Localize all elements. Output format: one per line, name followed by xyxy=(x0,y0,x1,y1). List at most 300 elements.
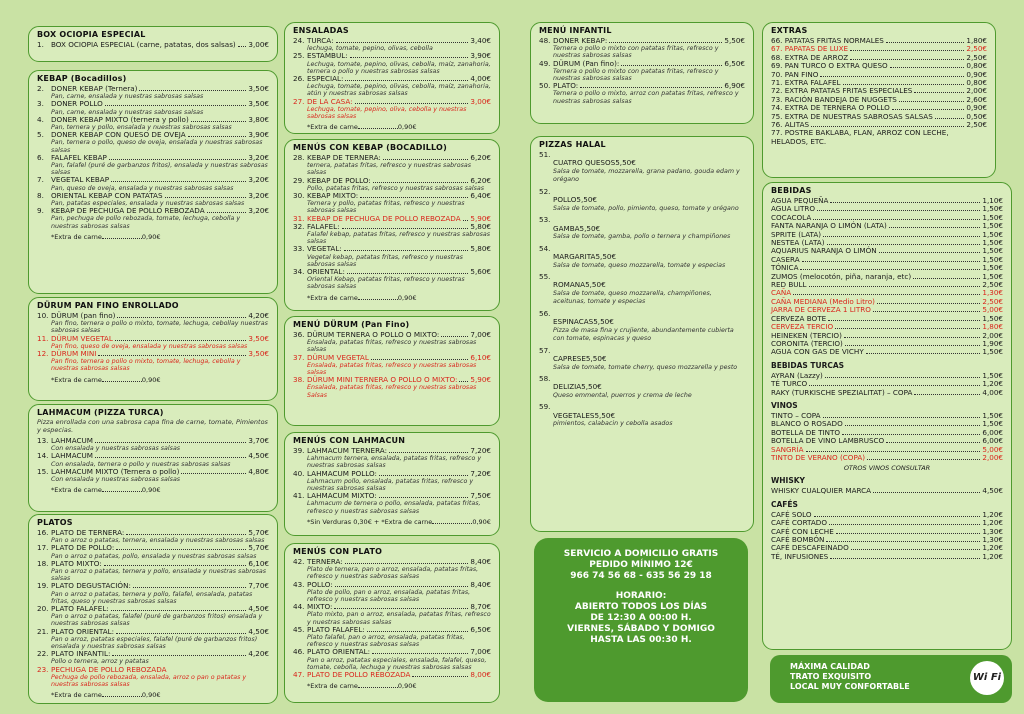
drink-price: 1,30€ xyxy=(982,288,1003,298)
item-number: 24. xyxy=(293,36,305,45)
item-number: 37. xyxy=(293,352,305,362)
drink-price: 1,20€ xyxy=(982,509,1003,519)
menu-item xyxy=(293,581,491,604)
item-number: 14. xyxy=(37,451,49,461)
item-number: 10. xyxy=(37,311,49,320)
dot-leader xyxy=(102,381,142,382)
item-description: Pan, carne, ensalada y nuestras sabrosas salsas xyxy=(51,93,204,101)
item-name: POLLO: xyxy=(307,579,333,589)
subsection-title: BEBIDAS TURCAS xyxy=(771,360,845,370)
item-description: Pan, patatas especiales, ensalada y nuestras sabrosas salsas xyxy=(51,200,245,208)
dot-leader xyxy=(371,359,469,360)
dot-leader xyxy=(188,136,247,137)
item-number: 42. xyxy=(293,557,305,566)
item-number: 43. xyxy=(293,579,305,589)
drink-item xyxy=(771,487,1003,495)
item-description: Pan, ternera o pollo, queso de oveja, ensalada y nuestras sabrosas salsas xyxy=(51,139,263,154)
dot-leader xyxy=(181,473,246,474)
menu-item xyxy=(37,41,269,49)
item-number: 41. xyxy=(293,491,305,501)
item-description: Pan o arroz o patatas, ternera, ensalada y nuestras sabrosas salsas xyxy=(51,537,265,545)
item-number: 20. xyxy=(37,604,49,614)
pizza-name: CAPRESE xyxy=(553,354,586,364)
pizza-item xyxy=(539,245,745,270)
horario-line-3: VIERNES, SÁBADO Y DOMIGO xyxy=(567,624,715,634)
menu-item xyxy=(37,131,269,154)
dot-leader xyxy=(827,244,981,245)
item-name: KEBAP DE TERNERA: xyxy=(307,153,381,162)
menu-item xyxy=(37,628,269,651)
drink-item xyxy=(771,553,1003,561)
dot-leader xyxy=(116,633,246,634)
dot-leader xyxy=(112,655,246,656)
item-number: 6. xyxy=(37,152,44,162)
dot-leader xyxy=(867,459,980,460)
menu-item-row xyxy=(37,335,269,343)
item-number: 23. xyxy=(37,664,49,674)
item-number: 39. xyxy=(293,446,305,455)
drink-price: 1,50€ xyxy=(982,229,1003,239)
drink-item xyxy=(771,256,1003,264)
drink-name: 66. PATATAS FRITAS NORMALES xyxy=(771,36,884,45)
section-platos xyxy=(28,514,278,704)
quality-line-2: TRATO EXQUISITO xyxy=(790,672,872,681)
item-price: 7,20€ xyxy=(470,446,491,455)
drink-price: 1,50€ xyxy=(982,246,1003,256)
pizza-number: 56. xyxy=(539,308,551,318)
dot-leader xyxy=(814,516,981,517)
dot-leader xyxy=(889,227,981,228)
dot-leader xyxy=(379,497,469,498)
pizza-item xyxy=(539,310,745,344)
item-number: 29. xyxy=(293,175,305,185)
item-description: Pan o arroz, patatas especiales, falafel (puré de garbanzos fritos) ensalada y nuestras sabrosas salsas xyxy=(51,635,258,651)
pizza-description: Salsa de tomate, queso mozzarella, tomate y especias xyxy=(553,261,726,269)
dot-leader xyxy=(102,238,142,239)
drink-price: 1,50€ xyxy=(982,238,1003,248)
item-price: 4,80€ xyxy=(248,466,269,476)
item-name: KEBAP DE PECHUGA DE POLLO REBOZADA xyxy=(51,206,205,216)
dot-leader xyxy=(389,452,468,453)
item-price: 3,20€ xyxy=(248,175,269,185)
menu-item xyxy=(293,52,491,75)
item-number: 8. xyxy=(37,190,44,200)
item-name: PLATO DE POLLO: xyxy=(51,543,115,553)
dot-leader xyxy=(109,159,247,160)
item-price: 8,00€ xyxy=(470,670,491,680)
dot-leader xyxy=(845,425,981,426)
dot-leader xyxy=(842,434,980,435)
dot-leader xyxy=(823,417,981,418)
item-name: PLATO FALAFEL: xyxy=(307,624,365,634)
drink-name: WHISKY CUALQUIER MARCA xyxy=(771,486,872,496)
section-title: LAHMACUM (PIZZA TURCA) xyxy=(37,408,164,417)
item-description: Pechuga de pollo rebozada, ensalada, arroz o pan o patatas y nuestras sabrosas salsas xyxy=(51,673,247,689)
item-name: DÜRUM MINI TERNERA O POLLO O MIXTO: xyxy=(307,375,458,385)
item-number: 1. xyxy=(37,40,44,49)
dot-leader xyxy=(345,563,469,564)
menu-item-row xyxy=(293,223,491,231)
section-lahmacum xyxy=(28,404,278,512)
section-menu-infantil xyxy=(530,22,754,124)
extra-note xyxy=(37,376,269,384)
dot-leader xyxy=(126,534,246,535)
item-description: Pollo, patatas fritas, refresco y nuestras sabrosas salsas xyxy=(307,184,485,192)
drink-price: 2,60€ xyxy=(966,94,987,104)
item-number: 11. xyxy=(37,333,49,343)
menu-item xyxy=(539,37,745,60)
menu-item-row xyxy=(37,582,269,590)
item-price: 5,70€ xyxy=(248,543,269,553)
drink-name: FANTA NARANJA O LIMÓN (LATA) xyxy=(771,221,887,231)
item-name: DONER KEBAP CON QUESO DE OVEJA xyxy=(51,130,186,140)
menu-item xyxy=(293,492,491,515)
drink-name: BOTELLA DE TINTO xyxy=(771,427,841,437)
dot-leader xyxy=(851,549,981,550)
dot-leader xyxy=(820,76,964,77)
item-price: 5,50€ xyxy=(724,36,745,45)
drink-price: 1,20€ xyxy=(982,518,1003,528)
subsection-title: WHISKY xyxy=(771,476,805,486)
quality-line-3: LOCAL MUY CONFORTABLE xyxy=(790,682,910,691)
pizza-price: 5,50€ xyxy=(585,280,606,290)
item-price: 3,20€ xyxy=(248,206,269,216)
item-price: 3,00€ xyxy=(470,96,491,106)
item-number: 12. xyxy=(37,349,49,359)
drink-name: NESTEA (LATA) xyxy=(771,238,825,248)
menu-item xyxy=(37,605,269,628)
dot-leader xyxy=(350,57,469,58)
menu-item xyxy=(293,626,491,649)
menu-item-row xyxy=(293,648,491,656)
dot-leader xyxy=(207,212,247,213)
drink-item xyxy=(771,389,1003,397)
dot-leader xyxy=(843,84,965,85)
item-number: 33. xyxy=(293,244,305,254)
item-description: Pan fino, queso de oveja, ensalada y nuestras sabrosas salsas xyxy=(51,342,248,350)
menu-item-row xyxy=(37,468,269,476)
drink-price: 2,00€ xyxy=(966,86,987,96)
drink-price: 1,50€ xyxy=(982,204,1003,214)
item-number: 7. xyxy=(37,175,44,185)
item-description: Lahmacum ternera, ensalada, patatas fritas, refresco y nuestras sabrosas salsas xyxy=(307,455,482,470)
menu-item-row xyxy=(293,98,491,106)
pizza-description: Salsa de tomate, pollo, pimiento, queso, tomate y orégano xyxy=(553,204,739,212)
drink-price: 1,50€ xyxy=(982,254,1003,264)
drink-name: BOTELLA DE VINO LAMBRUSCO xyxy=(771,436,885,446)
section-durum xyxy=(28,297,278,401)
section-bebidas xyxy=(762,182,1012,650)
menu-item xyxy=(293,331,491,354)
dot-leader xyxy=(913,278,980,279)
section-menu-durum xyxy=(284,316,500,426)
drink-price: 2,50€ xyxy=(982,296,1003,306)
drink-name: 75. EXTRA DE NUESTRAS SABROSAS SALSAS xyxy=(771,111,933,121)
item-number: 38. xyxy=(293,375,305,385)
menu-item xyxy=(539,82,745,105)
menu-item xyxy=(293,558,491,581)
extra-note-label: *Extra de carne xyxy=(51,486,102,495)
item-name: DÜRUM VEGETAL xyxy=(51,333,113,343)
extra-note-price: 0,90€ xyxy=(472,517,491,526)
item-description: Plato mixto, pan o arroz, ensalada, patatas fritas, refresco y nuestras sabrosas salsas xyxy=(307,611,491,626)
extra-note xyxy=(293,123,491,131)
dot-leader xyxy=(892,109,965,110)
item-description: Ternera o pollo o mixto, arroz con patatas fritas, refresco y nuestras sabrosas salsas xyxy=(553,90,739,105)
drink-price: 1,30€ xyxy=(982,526,1003,536)
pizza-number: 55. xyxy=(539,272,551,282)
item-description: Plato falafel, pan o arroz, ensalada, patatas fritas, refresco y nuestras sabrosas salsas xyxy=(307,634,465,649)
item-name: KEBAP DE POLLO: xyxy=(307,175,371,185)
item-price: 6,20€ xyxy=(470,153,491,162)
menu-item-row xyxy=(37,192,269,200)
item-description: Con ensalada y nuestras sabrosas salsas xyxy=(51,476,181,484)
dot-leader xyxy=(873,492,980,493)
drink-name: 70. PAN FINO xyxy=(771,69,819,79)
menu-item-row xyxy=(293,154,491,162)
item-number: 22. xyxy=(37,649,49,659)
drink-name: 72. EXTRA PATATAS FRITAS ESPECIALES xyxy=(771,86,913,96)
dot-leader xyxy=(441,336,468,337)
drink-name: CAFÉ SOLO xyxy=(771,509,812,519)
drink-name: CERVEZA BOTE xyxy=(771,313,827,323)
extra-note-label: *Extra de carne xyxy=(51,375,102,384)
drink-name: CAFÉ BOMBÓN xyxy=(771,535,825,544)
item-number: 31. xyxy=(293,213,305,223)
horario-label: HORARIO: xyxy=(615,591,667,601)
drink-name: AYRAN (Lazzy) xyxy=(771,370,823,380)
item-price: 4,00€ xyxy=(470,74,491,84)
dot-leader xyxy=(828,320,980,321)
pizza-item xyxy=(539,151,745,185)
item-name: DONER KEBAP MIXTO (ternera y pollo) xyxy=(51,114,189,124)
dot-leader xyxy=(823,236,980,237)
item-number: 17. xyxy=(37,543,49,553)
dot-leader xyxy=(463,220,469,221)
item-description: Con ensalada, ternera o pollo y nuestras sabrosas salsas xyxy=(51,460,231,468)
item-description: Lechuga, tomate, pepino, olivas, cebolla, maíz, zanahoria, atún y nuestras sabrosas salsas xyxy=(307,83,491,98)
pizza-number: 58. xyxy=(539,374,551,384)
dot-leader xyxy=(334,608,468,609)
menu-item xyxy=(293,177,491,192)
menu-item xyxy=(37,452,269,467)
item-price: 3,50€ xyxy=(248,349,269,359)
menu-item-row xyxy=(293,470,491,478)
item-number: 25. xyxy=(293,51,305,61)
menu-item-row xyxy=(37,312,269,320)
menu-item xyxy=(37,560,269,583)
section-kebap xyxy=(28,70,278,294)
dot-leader xyxy=(344,250,469,251)
item-price: 8,40€ xyxy=(470,557,491,566)
dot-leader xyxy=(95,457,246,458)
drink-name: AGUA PEQUEÑA xyxy=(771,196,829,205)
drink-price: 4,50€ xyxy=(982,486,1003,496)
menu-item-row xyxy=(37,116,269,124)
pizza-item xyxy=(539,273,745,307)
drink-name: CORONITA (TERCIO) xyxy=(771,338,843,348)
menu-item-row xyxy=(37,560,269,568)
extra-note xyxy=(293,682,491,690)
item-description: Ternera o pollo o mixto con patatas fritas, refresco y nuestras sabrosas salsas xyxy=(553,67,719,83)
menu-item xyxy=(37,529,269,544)
item-description: ternera, patatas fritas, refresco y nuestras sabrosas salsas xyxy=(307,162,472,177)
item-name: KEBAP MIXTO: xyxy=(307,191,359,201)
dot-leader xyxy=(890,67,965,68)
drink-name: TÓNICA xyxy=(771,263,799,273)
item-price: 3,80€ xyxy=(248,114,269,124)
drink-price: 0,90€ xyxy=(966,69,987,79)
item-number: 26. xyxy=(293,74,305,84)
menu-item-row xyxy=(37,176,269,184)
drink-item xyxy=(771,281,1003,289)
extra-note-label: *Extra de carne xyxy=(51,691,102,700)
extra-note xyxy=(37,233,269,241)
item-price: 5,70€ xyxy=(248,528,269,537)
drink-price: 1,50€ xyxy=(982,410,1003,420)
dot-leader xyxy=(373,182,469,183)
menu-item-row xyxy=(37,41,269,49)
item-number: 49. xyxy=(539,58,551,68)
item-description: Pan, queso de oveja, ensalada y nuestras sabrosas salsas xyxy=(51,184,234,192)
item-price: 5,90€ xyxy=(470,213,491,223)
menu-item xyxy=(293,376,491,399)
item-number: 13. xyxy=(37,436,49,445)
item-name: DONER KEBAP (Ternera) xyxy=(51,84,138,93)
section-title: MENÚ DÜRUM (Pan Fino) xyxy=(293,320,410,329)
item-number: 48. xyxy=(539,36,551,45)
pizza-price: 5,50€ xyxy=(594,410,616,420)
section-title: MENÚS CON LAHMACUN xyxy=(293,436,406,445)
extra-note-price: 0,90€ xyxy=(141,691,161,700)
dot-leader xyxy=(102,491,142,492)
item-price: 8,40€ xyxy=(470,579,491,589)
delivery-line-2: PEDIDO MÍNIMO 12€ xyxy=(589,560,693,570)
pizza-name: CUATRO QUESOS xyxy=(553,158,616,168)
pizza-name: VEGETALES xyxy=(553,410,595,420)
drink-item xyxy=(771,129,987,146)
item-name: PLATO ORIENTAL: xyxy=(307,647,371,657)
menu-item xyxy=(37,350,269,373)
extra-note xyxy=(293,294,491,302)
drink-price: 5,00€ xyxy=(982,444,1003,454)
item-price: 6,50€ xyxy=(470,624,491,634)
item-name: TURCA: xyxy=(307,36,334,45)
pizza-number: 52. xyxy=(539,186,551,196)
dot-leader xyxy=(191,121,247,122)
otros-vinos: OTROS VINOS CONSULTAR xyxy=(843,464,931,473)
drink-name: 76. ALITAS xyxy=(771,120,810,130)
item-price: 7,70€ xyxy=(248,581,269,591)
item-description: Vegetal kebap, patatas fritas, refresco y nuestras sabrosas salsas xyxy=(307,253,463,268)
item-number: 34. xyxy=(293,267,305,277)
item-name: ESTAMBUL: xyxy=(307,51,348,61)
dot-leader xyxy=(866,353,981,354)
extra-note xyxy=(37,486,269,494)
item-price: 8,70€ xyxy=(470,602,491,612)
item-name: DÜRUM TERNERA O POLLO O MIXTO: xyxy=(307,330,440,339)
section-title: BOX OCIOPIA ESPECIAL xyxy=(37,30,146,39)
subsection-title: CAFÉS xyxy=(771,499,798,509)
horario-line-1: ABIERTO TODOS LOS DÍAS xyxy=(574,602,708,612)
drink-price: 1,20€ xyxy=(982,551,1003,561)
extra-note-label: *Extra de carne xyxy=(51,232,102,241)
item-number: 9. xyxy=(37,206,44,216)
menu-item-row xyxy=(37,544,269,552)
dot-leader xyxy=(580,87,722,88)
dot-leader xyxy=(116,549,246,550)
section-title: MENÚS CON PLATO xyxy=(293,547,383,556)
item-description: Lahmacum pollo, ensalada, patatas fritas, refresco y nuestras sabrosas salsas xyxy=(307,477,474,493)
dot-leader xyxy=(829,524,980,525)
item-name: ORIENTAL: xyxy=(307,267,345,277)
item-description: Ternera y pollo, patatas fritas, refresco y nuestras sabrosas salsas xyxy=(307,200,465,215)
item-name: LAHMACUM TERNERA: xyxy=(307,446,388,455)
drink-price: 1,50€ xyxy=(982,419,1003,429)
menu-item-row xyxy=(37,666,269,674)
dot-leader xyxy=(873,311,980,312)
pizza-description: Salsa de tomate, tomate cherry, queso mozzarella y pesto xyxy=(553,363,738,371)
pizza-price: 5,50€ xyxy=(615,158,636,168)
drink-price: 1,50€ xyxy=(982,263,1003,273)
menu-item-row xyxy=(37,437,269,445)
dot-leader xyxy=(899,101,965,102)
section-menu-lahmacun xyxy=(284,432,500,536)
item-name: PLATO DE TERNERA: xyxy=(51,528,125,537)
menu-item xyxy=(293,245,491,268)
menu-item xyxy=(37,666,269,689)
menu-item xyxy=(37,116,269,131)
quality-line-1: MÁXIMA CALIDAD xyxy=(790,662,870,671)
item-price: 3,90€ xyxy=(470,51,491,61)
section-title: KEBAP (Bocadillos) xyxy=(37,74,127,83)
menu-item xyxy=(293,223,491,246)
dot-leader xyxy=(877,303,981,304)
drink-name: CERVEZA TERCIO xyxy=(771,322,834,332)
menu-item xyxy=(293,37,491,52)
dot-leader xyxy=(336,42,469,43)
item-price: 5,90€ xyxy=(470,375,491,385)
pizza-price: 5,50€ xyxy=(576,195,597,205)
section-title: BEBIDAS xyxy=(771,186,812,195)
menu-item xyxy=(37,207,269,230)
pizza-name: MARGARITA xyxy=(553,252,596,262)
item-description: Pan, carne, ensalada y nuestras sabrosas salsas xyxy=(51,108,204,116)
section-title: DÜRUM PAN FINO ENROLLADO xyxy=(37,301,179,310)
dot-leader xyxy=(621,65,722,66)
pizza-number: 51. xyxy=(539,150,551,159)
menu-item-row xyxy=(539,60,745,68)
delivery-line-1: SERVICIO A DOMICILIO GRATIS xyxy=(563,549,719,559)
item-name: LAHMACUM xyxy=(51,436,93,445)
item-price: 3,40€ xyxy=(470,36,491,45)
menu-item xyxy=(37,85,269,100)
delivery-panel xyxy=(534,538,748,702)
drink-price: 1,20€ xyxy=(982,543,1003,553)
item-price: 6,40€ xyxy=(470,191,491,201)
item-price: 7,00€ xyxy=(470,330,491,339)
menu-item-row xyxy=(37,605,269,613)
item-price: 6,10€ xyxy=(248,558,269,568)
item-number: 32. xyxy=(293,221,305,231)
dot-leader xyxy=(111,610,247,611)
dot-leader xyxy=(793,294,980,295)
item-number: 27. xyxy=(293,96,305,106)
menu-item xyxy=(293,447,491,470)
item-number: 46. xyxy=(293,647,305,657)
pizza-price: 5,50€ xyxy=(581,382,602,392)
pizza-number: 53. xyxy=(539,215,551,225)
